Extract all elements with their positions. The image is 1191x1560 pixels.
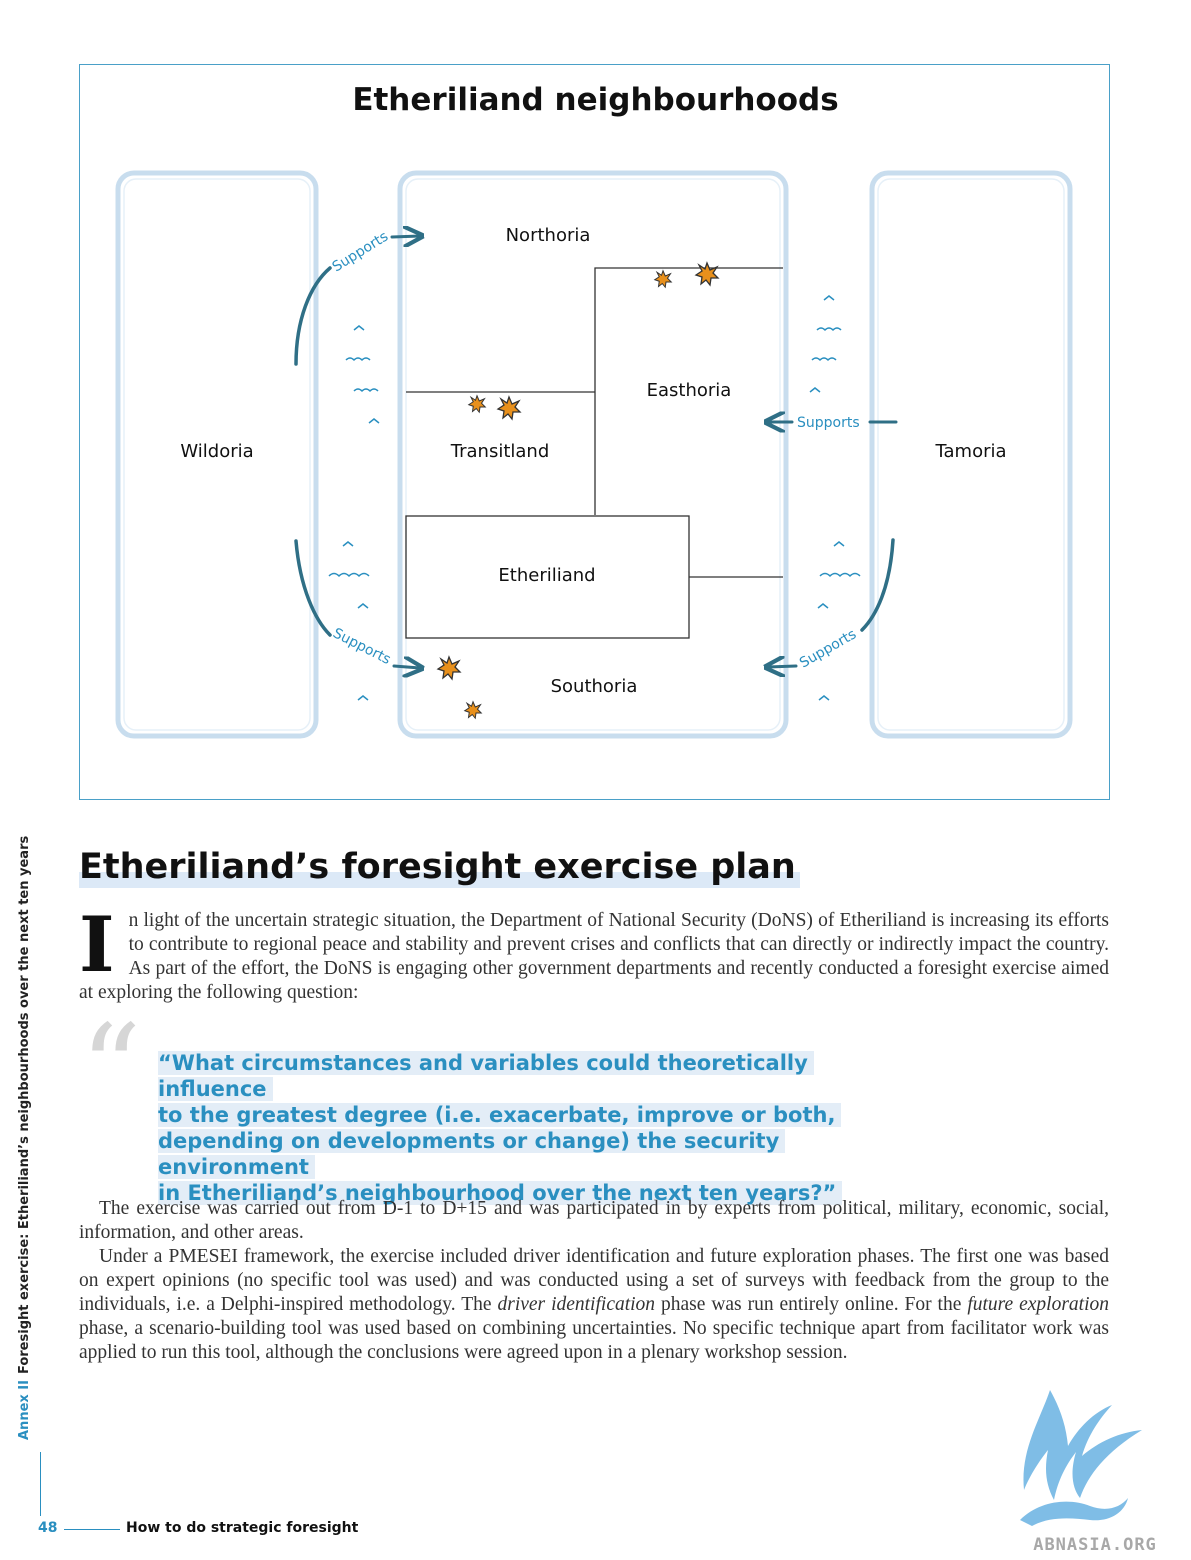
supports-label-se: Supports [797, 626, 860, 672]
supports-label-e: Supports [797, 415, 860, 431]
para2-emphasis-2: future exploration [967, 1294, 1110, 1315]
side-running-title [12, 835, 38, 1440]
label-easthoria: Easthoria [646, 380, 732, 401]
label-tamoria: Tamoria [935, 441, 1007, 462]
footer-title: How to do strategic foresight [126, 1520, 359, 1536]
intro-text: n light of the uncertain strategic situation, the Department of National Security (DoNS) of Etheriliand is increasing its efforts to contribute to regional peace and stability and prevent crises and conflicts that can directly or indirectly impact the country. As part of the effort, the DoNS is engaging other government departments and recently conducted a foresight exercise aimed at exploring the following question: [79, 910, 1109, 1003]
para2-text-b: phase was run entirely online. For the [655, 1294, 968, 1315]
intro-paragraph [79, 900, 1109, 1005]
quote-line: to the greatest degree (i.e. exacerbate, improve or both, [158, 1103, 841, 1127]
label-wildoria: Wildoria [180, 441, 254, 462]
diagram-title: Etheriliand neighbourhoods [352, 82, 839, 118]
quote-line: in Etheriliand’s neighbourhood over the next ten years?” [158, 1181, 842, 1205]
label-southoria: Southoria [550, 676, 638, 697]
label-etheriliand: Etheriliand [498, 565, 596, 586]
pull-quote [158, 1050, 918, 1206]
label-northoria: Northoria [505, 225, 591, 246]
para2-emphasis-1: driver identification [497, 1294, 656, 1315]
footer-rule [64, 1529, 120, 1530]
quote-line: depending on developments or change) the security environment [158, 1129, 785, 1179]
dropcap: I [79, 900, 115, 989]
support-arrow-sw [394, 666, 420, 668]
para2-text-a: Under a PMESEI framework, the exercise included driver identification and future exploration phases. The first one was based on expert opinions (no specific tool was used) and was conducted using a set of surveys with feedback from the group to the individuals, i.e. a Delphi-inspired methodology. The [79, 1246, 1109, 1315]
label-transitland: Transitland [450, 441, 550, 462]
body-text [79, 1197, 1109, 1365]
quote-line: “What circumstances and variables could theoretically influence [158, 1051, 814, 1101]
section-title: Etheriliand’s foresight exercise plan [79, 846, 800, 888]
supports-label-sw: Supports [330, 625, 394, 669]
side-title: Foresight exercise: Etheriliand’s neighbourhoods over the next ten years [17, 835, 32, 1375]
paragraph-2 [79, 1245, 1109, 1365]
support-arrow-nw [392, 236, 420, 237]
support-arrow-se [768, 666, 796, 667]
para2-text-c: phase, a scenario-building tool was used based on combining uncertainties. No specific technique apart from facilitator work was applied to run this tool, although the conclusions were agreed upon in a plenary workshop session. [79, 1318, 1109, 1363]
supports-label-nw: Supports [329, 228, 392, 276]
paragraph-1: The exercise was carried out from D-1 to D+15 and was participated in by experts from political, military, economic, social, information, and other areas. [79, 1198, 1109, 1243]
logo-icon [1010, 1380, 1180, 1555]
page-number: 48 [38, 1520, 58, 1536]
annex-label: Annex II [17, 1380, 32, 1440]
watermark-text: ABNASIA.ORG [1033, 1535, 1157, 1555]
side-rule [40, 1452, 41, 1516]
quote-mark-icon: “ [80, 1000, 142, 1139]
